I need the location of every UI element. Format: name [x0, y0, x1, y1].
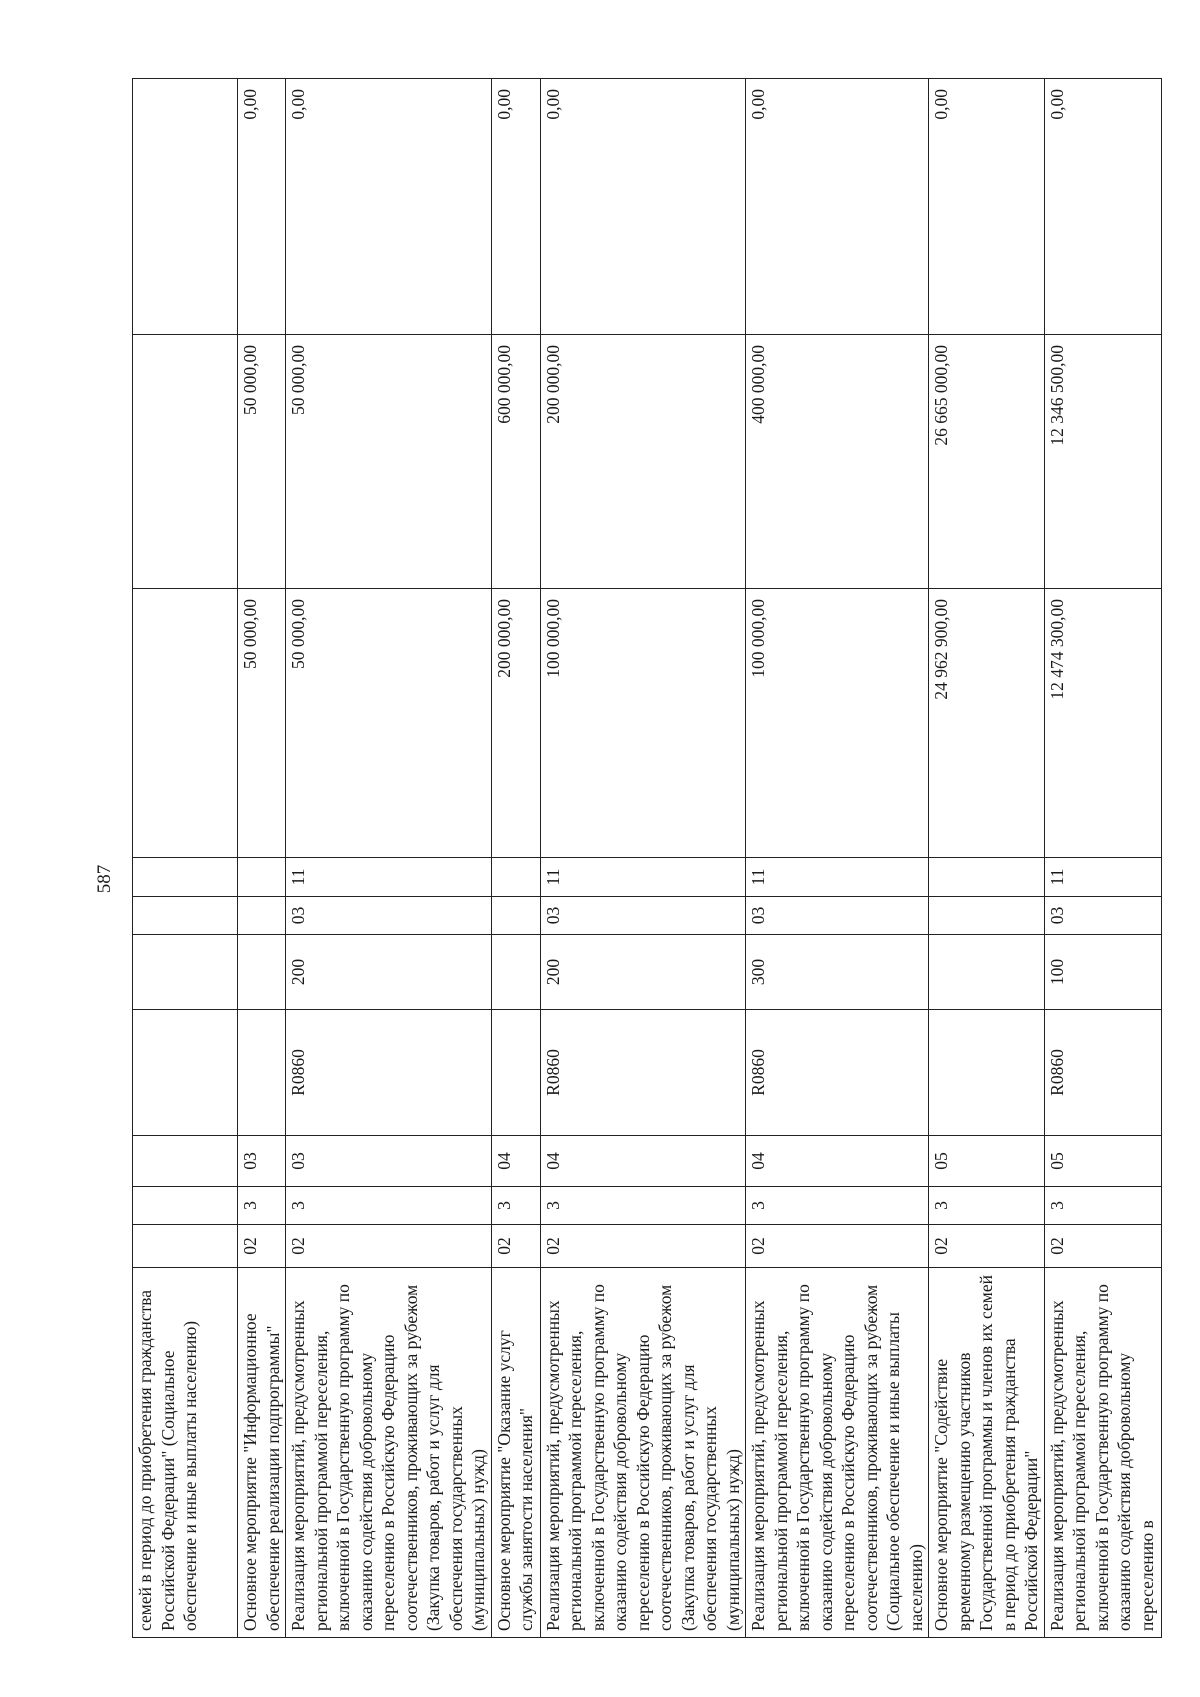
- row-description: Реализация мероприятий, предусмотренных региональной программой переселения, включенной в Государственную программу по оказанию содействия добровольному переселению в Российскую Федерацию соотечественников, проживающих за рубежом (Социальное обеспечение и иные выплаты населению): [746, 1268, 929, 1638]
- table-row: [1044, 79, 1161, 1638]
- row-description: Основное мероприятие "Информационное обеспечение реализации подпрограммы": [238, 1268, 286, 1638]
- budget-table: [132, 78, 1162, 1638]
- amount-cell: 0,00: [746, 79, 929, 335]
- row-description: Основное мероприятие "Содействие временному размещению участников Государственной программы и членов их семей в период до приобретения гражданства Российской Федерации": [929, 1268, 1045, 1638]
- code-cell: 02: [491, 1225, 540, 1268]
- table-inner: [132, 79, 1157, 1638]
- code-cell: [491, 897, 540, 935]
- amount-cell: 50 000,00: [238, 335, 286, 589]
- code-cell: [238, 897, 286, 935]
- code-cell: 03: [1044, 897, 1161, 935]
- code-cell: R0860: [286, 1010, 492, 1136]
- code-cell: 3: [929, 1187, 1045, 1225]
- code-cell: 02: [540, 1225, 746, 1268]
- amount-cell: 50 000,00: [286, 335, 492, 589]
- code-cell: R0860: [1044, 1010, 1161, 1136]
- amount-cell: [133, 79, 238, 335]
- amount-cell: 100 000,00: [540, 589, 746, 858]
- amount-cell: [133, 589, 238, 858]
- code-cell: 11: [746, 858, 929, 897]
- code-cell: 02: [1044, 1225, 1161, 1268]
- amount-cell: 50 000,00: [286, 589, 492, 858]
- amount-cell: 0,00: [238, 79, 286, 335]
- table-row: [540, 79, 746, 1638]
- amount-cell: 200 000,00: [491, 589, 540, 858]
- code-cell: R0860: [540, 1010, 746, 1136]
- code-cell: [929, 858, 1045, 897]
- code-cell: 04: [540, 1136, 746, 1187]
- code-cell: 04: [746, 1136, 929, 1187]
- code-cell: [491, 1010, 540, 1136]
- table-row: [238, 79, 286, 1638]
- row-description: Реализация мероприятий, предусмотренных региональной программой переселения, включенной в Государственную программу по оказанию содействия добровольному переселению в Российскую Федерацию соотечественников, проживающих за рубежом (Закупка товаров, работ и услуг для обеспечения государственных (муниципальных) нужд): [286, 1268, 492, 1638]
- amount-cell: 0,00: [1044, 79, 1161, 335]
- table-row: [491, 79, 540, 1638]
- table-row: [286, 79, 492, 1638]
- amount-cell: 600 000,00: [491, 335, 540, 589]
- code-cell: 3: [491, 1187, 540, 1225]
- code-cell: 02: [746, 1225, 929, 1268]
- code-cell: 100: [1044, 935, 1161, 1010]
- code-cell: 200: [540, 935, 746, 1010]
- amount-cell: 50 000,00: [238, 589, 286, 858]
- code-cell: 05: [1044, 1136, 1161, 1187]
- amount-cell: 200 000,00: [540, 335, 746, 589]
- amount-cell: 0,00: [491, 79, 540, 335]
- code-cell: [133, 858, 238, 897]
- code-cell: 3: [1044, 1187, 1161, 1225]
- amount-cell: 0,00: [540, 79, 746, 335]
- code-cell: [929, 1010, 1045, 1136]
- amount-cell: 12 474 300,00: [1044, 589, 1161, 858]
- table-row: [133, 79, 238, 1638]
- amount-cell: 0,00: [929, 79, 1045, 335]
- code-cell: [133, 1136, 238, 1187]
- amount-cell: [133, 335, 238, 589]
- code-cell: 11: [286, 858, 492, 897]
- code-cell: 04: [491, 1136, 540, 1187]
- code-cell: [238, 1010, 286, 1136]
- row-description: семей в период до приобретения гражданства Российской Федерации" (Социальное обеспечение и иные выплаты населению): [133, 1268, 238, 1638]
- code-cell: 11: [540, 858, 746, 897]
- code-cell: 3: [238, 1187, 286, 1225]
- table-row: [929, 79, 1045, 1638]
- page-number: 587: [94, 864, 115, 894]
- code-cell: [133, 1187, 238, 1225]
- table-row: [746, 79, 929, 1638]
- code-cell: 02: [929, 1225, 1045, 1268]
- row-description: Реализация мероприятий, предусмотренных региональной программой переселения, включенной в Государственную программу по оказанию содействия добровольному переселению в: [1044, 1268, 1161, 1638]
- code-cell: 02: [286, 1225, 492, 1268]
- code-cell: 05: [929, 1136, 1045, 1187]
- code-cell: [929, 935, 1045, 1010]
- code-cell: 3: [540, 1187, 746, 1225]
- code-cell: [133, 935, 238, 1010]
- amount-cell: 24 962 900,00: [929, 589, 1045, 858]
- code-cell: 03: [746, 897, 929, 935]
- code-cell: R0860: [746, 1010, 929, 1136]
- code-cell: [491, 935, 540, 1010]
- row-description: Основное мероприятие "Оказание услуг службы занятости населения": [491, 1268, 540, 1638]
- row-description: Реализация мероприятий, предусмотренных региональной программой переселения, включенной в Государственную программу по оказанию содействия добровольному переселению в Российскую Федерацию соотечественников, проживающих за рубежом (Закупка товаров, работ и услуг для обеспечения государственных (муниципальных) нужд): [540, 1268, 746, 1638]
- code-cell: 03: [238, 1136, 286, 1187]
- code-cell: [133, 1225, 238, 1268]
- code-cell: 02: [238, 1225, 286, 1268]
- code-cell: 200: [286, 935, 492, 1010]
- amount-cell: 0,00: [286, 79, 492, 335]
- code-cell: [133, 897, 238, 935]
- code-cell: 03: [286, 1136, 492, 1187]
- code-cell: [238, 935, 286, 1010]
- code-cell: [929, 897, 1045, 935]
- rotated-table-frame: [132, 79, 1157, 1638]
- amount-cell: 400 000,00: [746, 335, 929, 589]
- code-cell: 11: [1044, 858, 1161, 897]
- amount-cell: 100 000,00: [746, 589, 929, 858]
- code-cell: 03: [286, 897, 492, 935]
- code-cell: [491, 858, 540, 897]
- amount-cell: 26 665 000,00: [929, 335, 1045, 589]
- code-cell: [238, 858, 286, 897]
- code-cell: 3: [746, 1187, 929, 1225]
- code-cell: 3: [286, 1187, 492, 1225]
- code-cell: 300: [746, 935, 929, 1010]
- code-cell: 03: [540, 897, 746, 935]
- code-cell: [133, 1010, 238, 1136]
- amount-cell: 12 346 500,00: [1044, 335, 1161, 589]
